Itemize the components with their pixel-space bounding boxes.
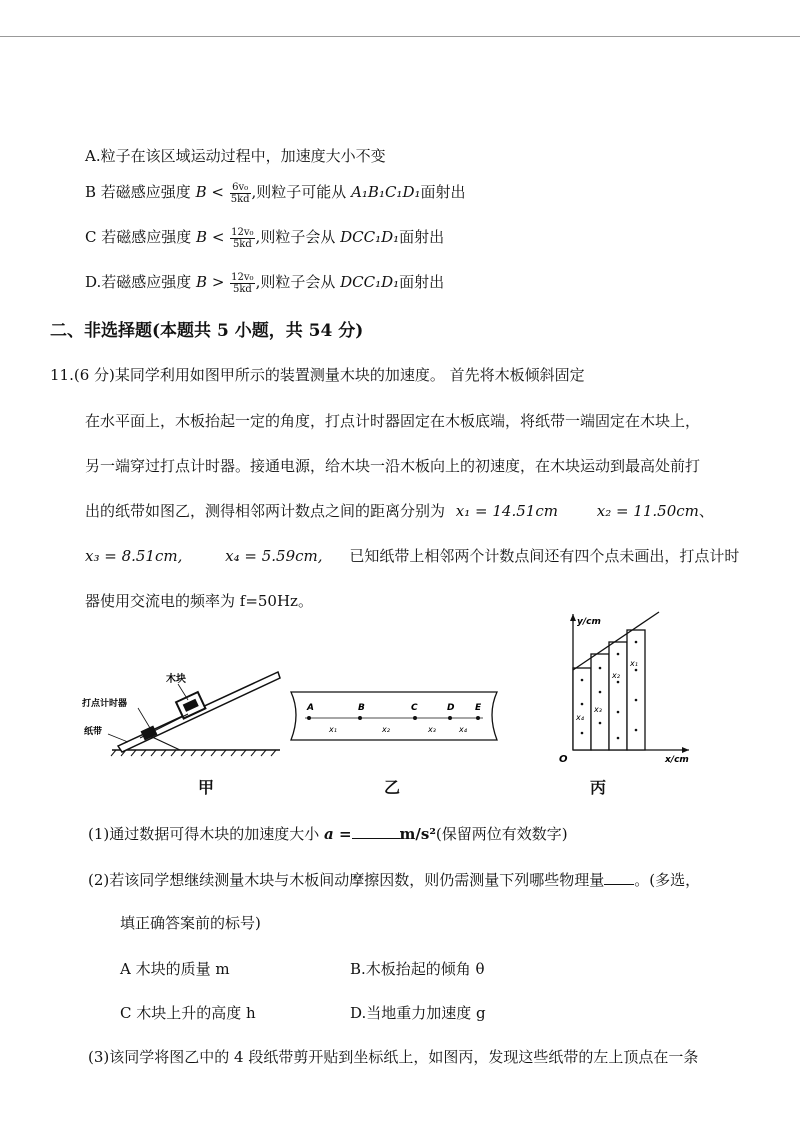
frac-num: 12v₀ xyxy=(231,271,254,283)
sub3-line1: (3)该同学将图乙中的 4 段纸带剪开贴到坐标纸上，如图丙，发现这些纸带的左上顶点在一条 xyxy=(88,1048,699,1066)
sub2-text-end: 。(多选， xyxy=(634,871,701,889)
x2-value: x₂ = 11.50cm xyxy=(596,502,699,520)
option-b-end: 面射出 xyxy=(420,183,466,201)
strip-label-x3: x₃ xyxy=(594,705,602,714)
sub2-option-c: C 木块上升的高度 h xyxy=(120,1004,256,1022)
option-c: C 若磁感应强度 B < $\frac{\text{12v₀}}{5kd}$ ,则粒子会从 DCC₁D₁面射出 xyxy=(85,226,445,250)
x1-value: x₁ = 14.51cm xyxy=(455,502,558,520)
option-a-text: A.粒子在该区域运动过程中，加速度大小不变 xyxy=(85,147,386,165)
x-axis-label: x/cm xyxy=(665,755,689,765)
option-d-prefix: D.若磁感应强度 xyxy=(85,273,197,291)
strip-x1 xyxy=(627,630,645,750)
var-b: B xyxy=(196,228,208,246)
frac-num: 12v₀ xyxy=(231,226,254,238)
block-pointer xyxy=(178,684,188,700)
sub1-line xyxy=(88,823,568,844)
tape-point-c: C xyxy=(411,703,418,713)
strip-x2 xyxy=(609,642,627,750)
frac-den: 5kd xyxy=(230,193,250,205)
tape-point-b: B xyxy=(358,703,365,713)
frac-den: 5kd xyxy=(232,238,252,250)
tape-segment-x3: x₃ xyxy=(428,725,436,734)
option-c-end: 面射出 xyxy=(399,228,445,246)
tape-point-e: E xyxy=(475,703,482,713)
q11-line5-text: 已知纸带上相邻两个计数点间还有四个点未画出，打点计时 xyxy=(349,547,740,565)
sub2-text: (2)若该同学想继续测量木块与木板间动摩擦因数，则仍需测量下列哪些物理量 xyxy=(88,871,605,889)
tape-segment-x4: x₄ xyxy=(459,725,467,734)
figure-bing-graph xyxy=(555,608,695,768)
figure-yi-tape xyxy=(285,688,505,748)
paper-tape xyxy=(140,714,188,738)
figure-jia-incline xyxy=(80,650,290,760)
y-axis-label: y/cm xyxy=(577,617,601,627)
option-b-prefix: B 若磁感应强度 xyxy=(85,183,196,201)
sub1-text: (1)通过数据可得木块的加速度大小 xyxy=(88,825,325,843)
q11-line6: 器使用交流电的频率为 f=50Hz。 xyxy=(85,592,313,610)
page-top-border xyxy=(0,36,800,37)
option-c-prefix: C 若磁感应强度 xyxy=(85,228,197,246)
sub1-post: (保留两位有效数字) xyxy=(435,825,568,843)
y-axis-arrow xyxy=(570,614,576,621)
option-d-end: 面射出 xyxy=(399,273,445,291)
timer-pointer xyxy=(138,708,150,728)
origin-label: O xyxy=(559,754,568,765)
tape-point-a: A xyxy=(307,703,314,713)
strip-label-x1: x₁ xyxy=(630,659,638,668)
x4-value: x₄ = 5.59cm, xyxy=(225,547,323,565)
option-b-suffix: ,则粒子可能从 xyxy=(251,183,352,201)
support-leg xyxy=(150,736,180,750)
figure-jia-label: 甲 xyxy=(198,778,215,797)
q11-line5 xyxy=(85,545,739,566)
sub1-unit: m/s² xyxy=(399,825,436,843)
sub2-line1 xyxy=(88,869,700,890)
q11-line4 xyxy=(85,500,714,521)
option-d-face: DCC₁D₁ xyxy=(340,273,400,291)
frac-den: 5kd xyxy=(232,283,252,295)
option-c-suffix: ,则粒子会从 xyxy=(255,228,341,246)
q11-line2: 在水平面上，木板抬起一定的角度，打点计时器固定在木板底端，将纸带一端固定在木块上， xyxy=(85,412,701,430)
var-b: B xyxy=(195,183,207,201)
option-b-fraction xyxy=(230,182,251,205)
figure-bing-label: 丙 xyxy=(590,778,607,797)
tape-segment-x2: x₂ xyxy=(382,725,390,734)
sub2-answer-blank[interactable] xyxy=(604,870,634,885)
frac-num: 6v₀ xyxy=(230,182,251,194)
sub2-line2: 填正确答案前的标号) xyxy=(120,914,261,932)
x2-separator: 、 xyxy=(698,502,714,520)
option-c-face: DCC₁D₁ xyxy=(340,228,400,246)
tape-label: 纸带 xyxy=(84,727,103,737)
tape-pointer xyxy=(108,734,128,742)
q11-line1: 11.(6 分)某同学利用如图甲所示的装置测量木块的加速度。 首先将木板倾斜固定 xyxy=(50,366,585,384)
ground-hatching xyxy=(111,750,276,756)
strip-label-x2: x₂ xyxy=(612,671,620,680)
var-b: B xyxy=(196,273,208,291)
sub2-option-b: B.木板抬起的倾角 θ xyxy=(350,960,485,978)
option-a xyxy=(85,145,386,166)
strip-label-x4: x₄ xyxy=(576,713,584,722)
sub1-var: a = xyxy=(324,825,352,843)
tape-segment-x1: x₁ xyxy=(329,725,337,734)
q11-line4-text: 出的纸带如图乙，测得相邻两计数点之间的距离分别为 xyxy=(85,502,446,520)
tape-point-d: D xyxy=(447,703,455,713)
option-d-suffix: ,则粒子会从 xyxy=(255,273,341,291)
block-label: 木块 xyxy=(166,674,186,685)
option-d: D.若磁感应强度 B > $\frac{\text{12v₀}}{5kd}$ ,则粒子会从 DCC₁D₁面射出 xyxy=(85,271,445,295)
x3-value: x₃ = 8.51cm, xyxy=(85,547,183,565)
figure-yi-label: 乙 xyxy=(384,778,401,797)
option-b: B 若磁感应强度 B < $\frac{\text{6v₀}}{5kd}$ ,则粒子可能从 A₁B₁C₁D₁面射出 xyxy=(85,181,466,205)
x-axis-arrow xyxy=(682,747,689,753)
option-c-fraction xyxy=(230,227,254,250)
sub1-answer-blank[interactable] xyxy=(352,824,400,839)
option-d-fraction xyxy=(230,272,254,295)
tape-strips xyxy=(573,630,645,750)
sub2-option-d: D.当地重力加速度 g xyxy=(350,1004,486,1022)
timer-label: 打点计时器 xyxy=(82,699,128,709)
option-b-face: A₁B₁C₁D₁ xyxy=(351,183,421,201)
section-title: 二、非选择题(本题共 5 小题，共 54 分) xyxy=(50,321,364,341)
q11-line3: 另一端穿过打点计时器。接通电源，给木块一沿木板向上的初速度，在木块运动到最高处前打 xyxy=(85,457,701,475)
sub2-option-a: A 木块的质量 m xyxy=(120,960,230,978)
